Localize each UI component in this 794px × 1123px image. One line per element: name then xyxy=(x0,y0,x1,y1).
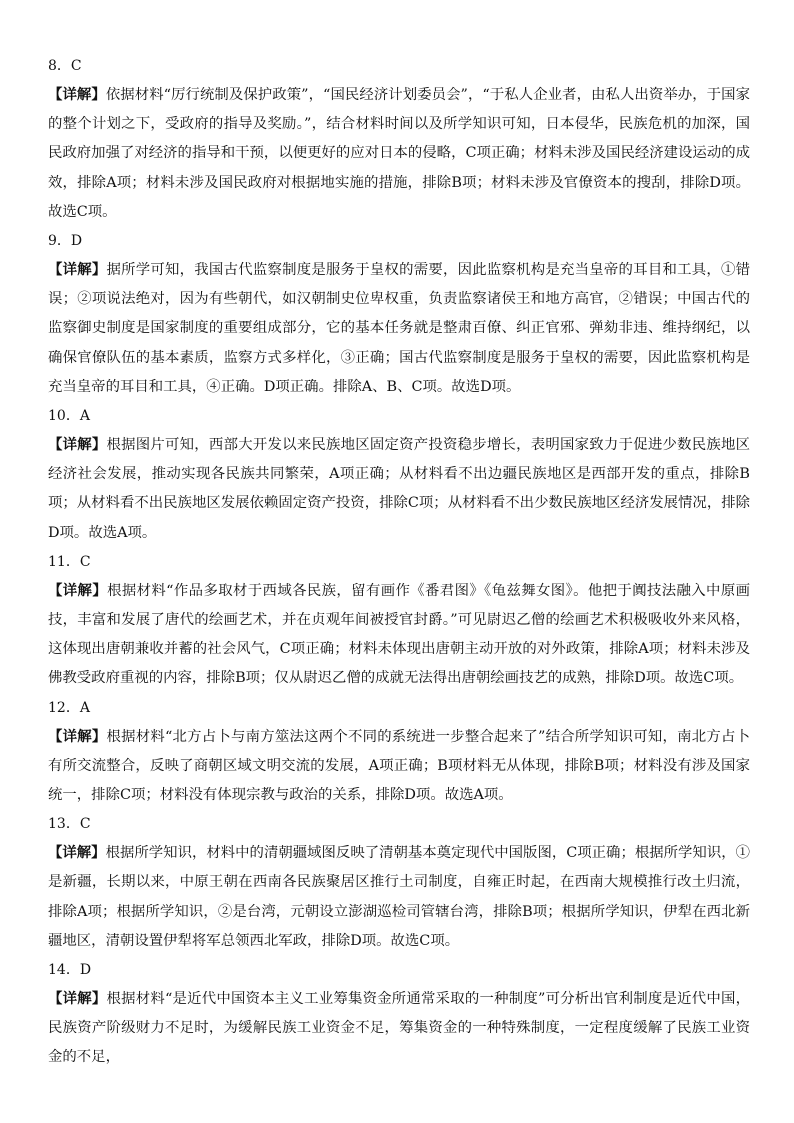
explanation-tag: 【详解】 xyxy=(48,990,107,1008)
question-13 xyxy=(48,810,750,956)
explanation-body: 根据材料“北方占卜与南方筮法这两个不同的系统进一步整合起来了”结合所学知识可知，南北方占卜有所交流整合，反映了商朝区域文明交流的发展，A项正确；B项材料无从体现，排除B项；材料没有涉及国家统一，排除C项；材料没有体现宗教与政治的关系，排除D项。故选A项。 xyxy=(48,728,750,804)
explanation-body: 根据图片可知，西部大开发以来民族地区固定资产投资稳步增长，表明国家致力于促进少数民族地区经济社会发展，推动实现各民族共同繁荣，A项正确；从材料看不出边疆民族地区是西部开发的重点，排除B项；从材料看不出民族地区发展依赖固定资产投资，排除C项；从材料看不出少数民族地区经济发展情况，排除D项。故选A项。 xyxy=(48,437,750,541)
explanation-text xyxy=(48,838,750,956)
explanation-text xyxy=(48,80,750,227)
question-12 xyxy=(48,694,750,811)
question-11 xyxy=(48,548,750,694)
explanation-text xyxy=(48,255,750,402)
explanation-tag: 【详解】 xyxy=(48,581,108,599)
explanation-text xyxy=(48,576,750,694)
explanation-body: 据所学可知，我国古代监察制度是服务于皇权的需要，因此监察机构是充当皇帝的耳目和工具，①错误；②项说法绝对，因为有些朝代，如汉朝制史位卑权重，负责监察诸侯王和地方高官，②错误；中国古代的监察御史制度是国家制度的重要组成部分，它的基本任务就是整肃百僚、纠正官邪、弹劾非违、维持纲纪，以确保官僚队伍的基本素质，监察方式多样化，③正确；国古代监察制度是服务于皇权的需要，因此监察机构是充当皇帝的耳目和工具，④正确。D项正确。排除A、B、C项。故选D项。 xyxy=(48,262,750,395)
explanation-text xyxy=(48,722,750,811)
explanation-tag: 【详解】 xyxy=(48,436,107,454)
explanation-body: 根据所学知识，材料中的清朝疆域图反映了清朝基本奠定现代中国版图，C项正确；根据所学知识，①是新疆，长期以来，中原王朝在西南各民族聚居区推行土司制度，自雍正时起，在西南大规模推行改土归流，排除A项；根据所学知识，②是台湾，元朝设立澎湖巡检司管辖台湾，排除B项；根据所学知识，伊犁在西北新疆地区，清朝设置伊犁将军总领西北军政，排除D项。故选C项。 xyxy=(48,845,750,949)
explanation-text xyxy=(48,430,750,548)
explanation-body: 根据材料“是近代中国资本主义工业筹集资金所通常采取的一种制度”可分析出官利制度是近代中国，民族资产阶级财力不足时，为缓解民族工业资金不足，筹集资金的一种特殊制度，一定程度缓解了民族工业资金的不足， xyxy=(48,991,750,1066)
question-9 xyxy=(48,227,750,402)
explanation-body: 根据材料“作品多取材于西域各民族，留有画作《番君图》《龟兹舞女图》。他把于阗技法融入中原画技，丰富和发展了唐代的绘画艺术，并在贞观年间被授官封爵。”可见尉迟乙僧的绘画艺术积极吸收外来风格，这体现出唐朝兼收并蓄的社会风气，C项正确；材料未体现出唐朝主动开放的对外政策，排除A项；材料未涉及佛教受政府重视的内容，排除B项；仅从尉迟乙僧的成就无法得出唐朝绘画技艺的成熟，排除D项。故选C项。 xyxy=(48,582,750,687)
explanation-tag: 【详解】 xyxy=(48,727,107,745)
question-number: 13．C xyxy=(48,816,91,833)
explanation-tag: 【详解】 xyxy=(48,844,106,862)
question-14 xyxy=(48,956,750,1073)
question-number: 8．C xyxy=(48,58,82,74)
question-number: 11．C xyxy=(48,553,91,570)
question-8 xyxy=(48,52,750,227)
question-number: 9．D xyxy=(48,233,83,250)
explanation-tag: 【详解】 xyxy=(48,261,107,279)
explanation-body: 依据材料“厉行统制及保护政策”，“国民经济计划委员会”，“于私人企业者，由私人出资举办，于国家的整个计划之下，受政府的指导及奖励。”，结合材料时间以及所学知识可知，日本侵华，民族危机的加深，国民政府加强了对经济的指导和干预，以便更好的应对日本的侵略，C项正确；材料未涉及国民经济建设运动的成效，排除A项；材料未涉及国民政府对根据地实施的措施，排除B项；材料未涉及官僚资本的搜刮，排除D项。故选C项。 xyxy=(48,87,750,220)
question-number: 14．D xyxy=(48,962,92,979)
answer-page xyxy=(48,52,750,1073)
explanation-text xyxy=(48,984,750,1073)
question-10 xyxy=(48,402,750,548)
question-number: 12．A xyxy=(48,699,90,716)
question-number: 10．A xyxy=(48,408,90,425)
explanation-tag: 【详解】 xyxy=(48,86,106,103)
